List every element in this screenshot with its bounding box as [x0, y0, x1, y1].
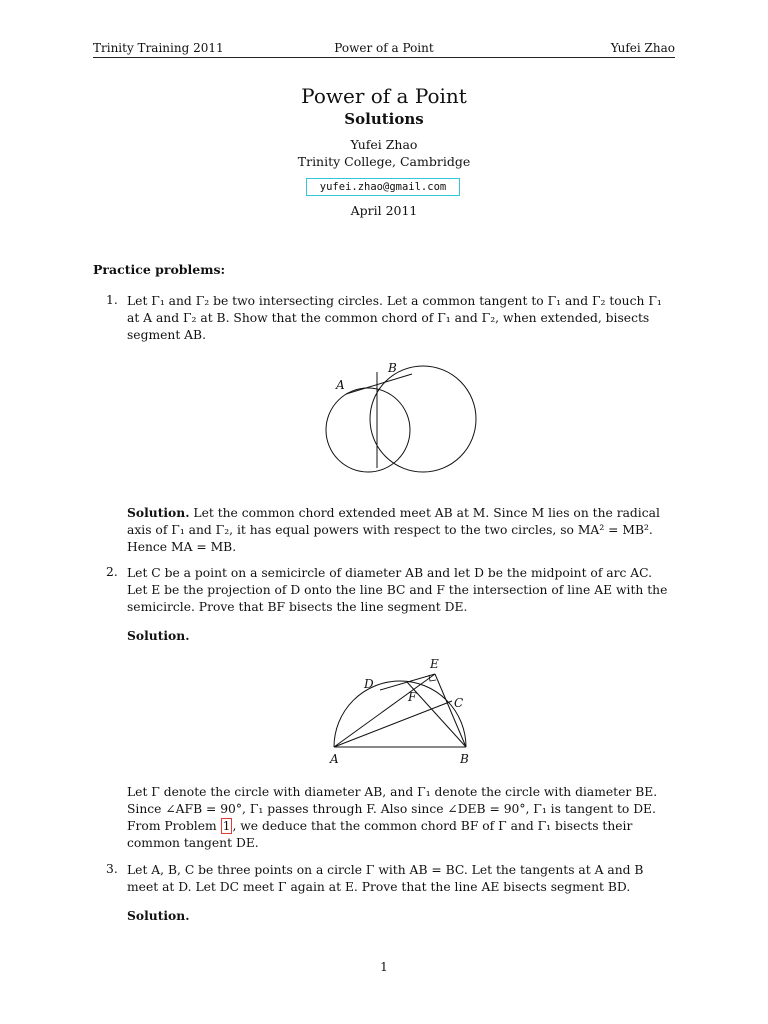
email-link[interactable]: yufei.zhao@gmail.com — [306, 178, 460, 196]
tangent-line — [346, 374, 412, 394]
page-number: 1 — [380, 960, 388, 974]
header-left: Trinity Training 2011 — [93, 41, 224, 55]
header-right: Yufei Zhao — [610, 41, 675, 55]
header-center: Power of a Point — [334, 41, 434, 55]
page-title: Power of a Point — [301, 84, 467, 108]
label-b: B — [460, 752, 469, 766]
author-affiliation: Trinity College, Cambridge — [297, 154, 471, 169]
solution-label: Solution. — [127, 505, 190, 520]
problem-statement: Let A, B, C be three points on a circle Γ with AB = BC. Let the tangents at A and B meet at D. Let DC meet Γ again at E. Prove that the line AE bisects segment BD. — [127, 863, 644, 894]
chord-ac — [334, 701, 452, 747]
solution-2 — [127, 784, 676, 852]
label-a: A — [330, 752, 339, 766]
solution-text: , we deduce that the common chord BF of Γ and Γ₁ bisects their common tangent DE. — [127, 819, 633, 850]
semicircle-arc — [334, 681, 466, 747]
figure-tangent-circles — [322, 362, 482, 474]
label-a: A — [336, 378, 345, 392]
problem-statement: Let Γ₁ and Γ₂ be two intersecting circles. Let a common tangent to Γ₁ and Γ₂ touch Γ₁ at A and Γ₂ at B. Show that the common chord of Γ₁ and Γ₂, when extended, bisects segment AB. — [127, 294, 662, 342]
running-header — [93, 39, 675, 58]
publication-date: April 2011 — [350, 203, 418, 218]
section-heading: Practice problems: — [93, 262, 226, 277]
author-name: Yufei Zhao — [350, 137, 418, 152]
figure-semicircle — [322, 655, 477, 767]
line-be — [435, 674, 466, 747]
problem-number: 2. — [106, 565, 118, 579]
label-d: D — [364, 677, 374, 691]
solution-1 — [127, 504, 676, 556]
solution-text: Let the common chord extended meet AB at M. Since M lies on the radical axis of Γ₁ and Γ₂, it has equal powers with respect to the two circles, so MA² = MB². Hence MA = MB. — [127, 506, 660, 554]
solution-text: Let Γ denote the circle with diameter AB, and Γ₁ denote the circle with diameter BE. Since ∠AFB = 90°, Γ₁ passes through F. Also since ∠DEB = 90°, Γ₁ is tangent to DE. From Problem — [127, 785, 658, 833]
page-subtitle: Solutions — [344, 110, 424, 128]
solution-label: Solution. — [127, 908, 190, 923]
label-b: B — [388, 362, 397, 375]
label-c: C — [454, 696, 464, 710]
circle-gamma-1 — [326, 388, 410, 472]
problem-statement: Let C be a point on a semicircle of diameter AB and let D be the midpoint of arc AC. Let E be the projection of D onto the line BC and F the intersection of line AE with the semicircle. Prove that BF bisects the line segment DE. — [127, 566, 668, 614]
problem-number: 3. — [106, 862, 118, 876]
label-f: F — [408, 690, 417, 704]
solution-label: Solution. — [127, 628, 190, 643]
label-e: E — [430, 657, 439, 671]
problem-reference-link[interactable]: 1 — [222, 819, 231, 833]
problem-number: 1. — [106, 293, 118, 307]
line-ae — [334, 674, 435, 747]
